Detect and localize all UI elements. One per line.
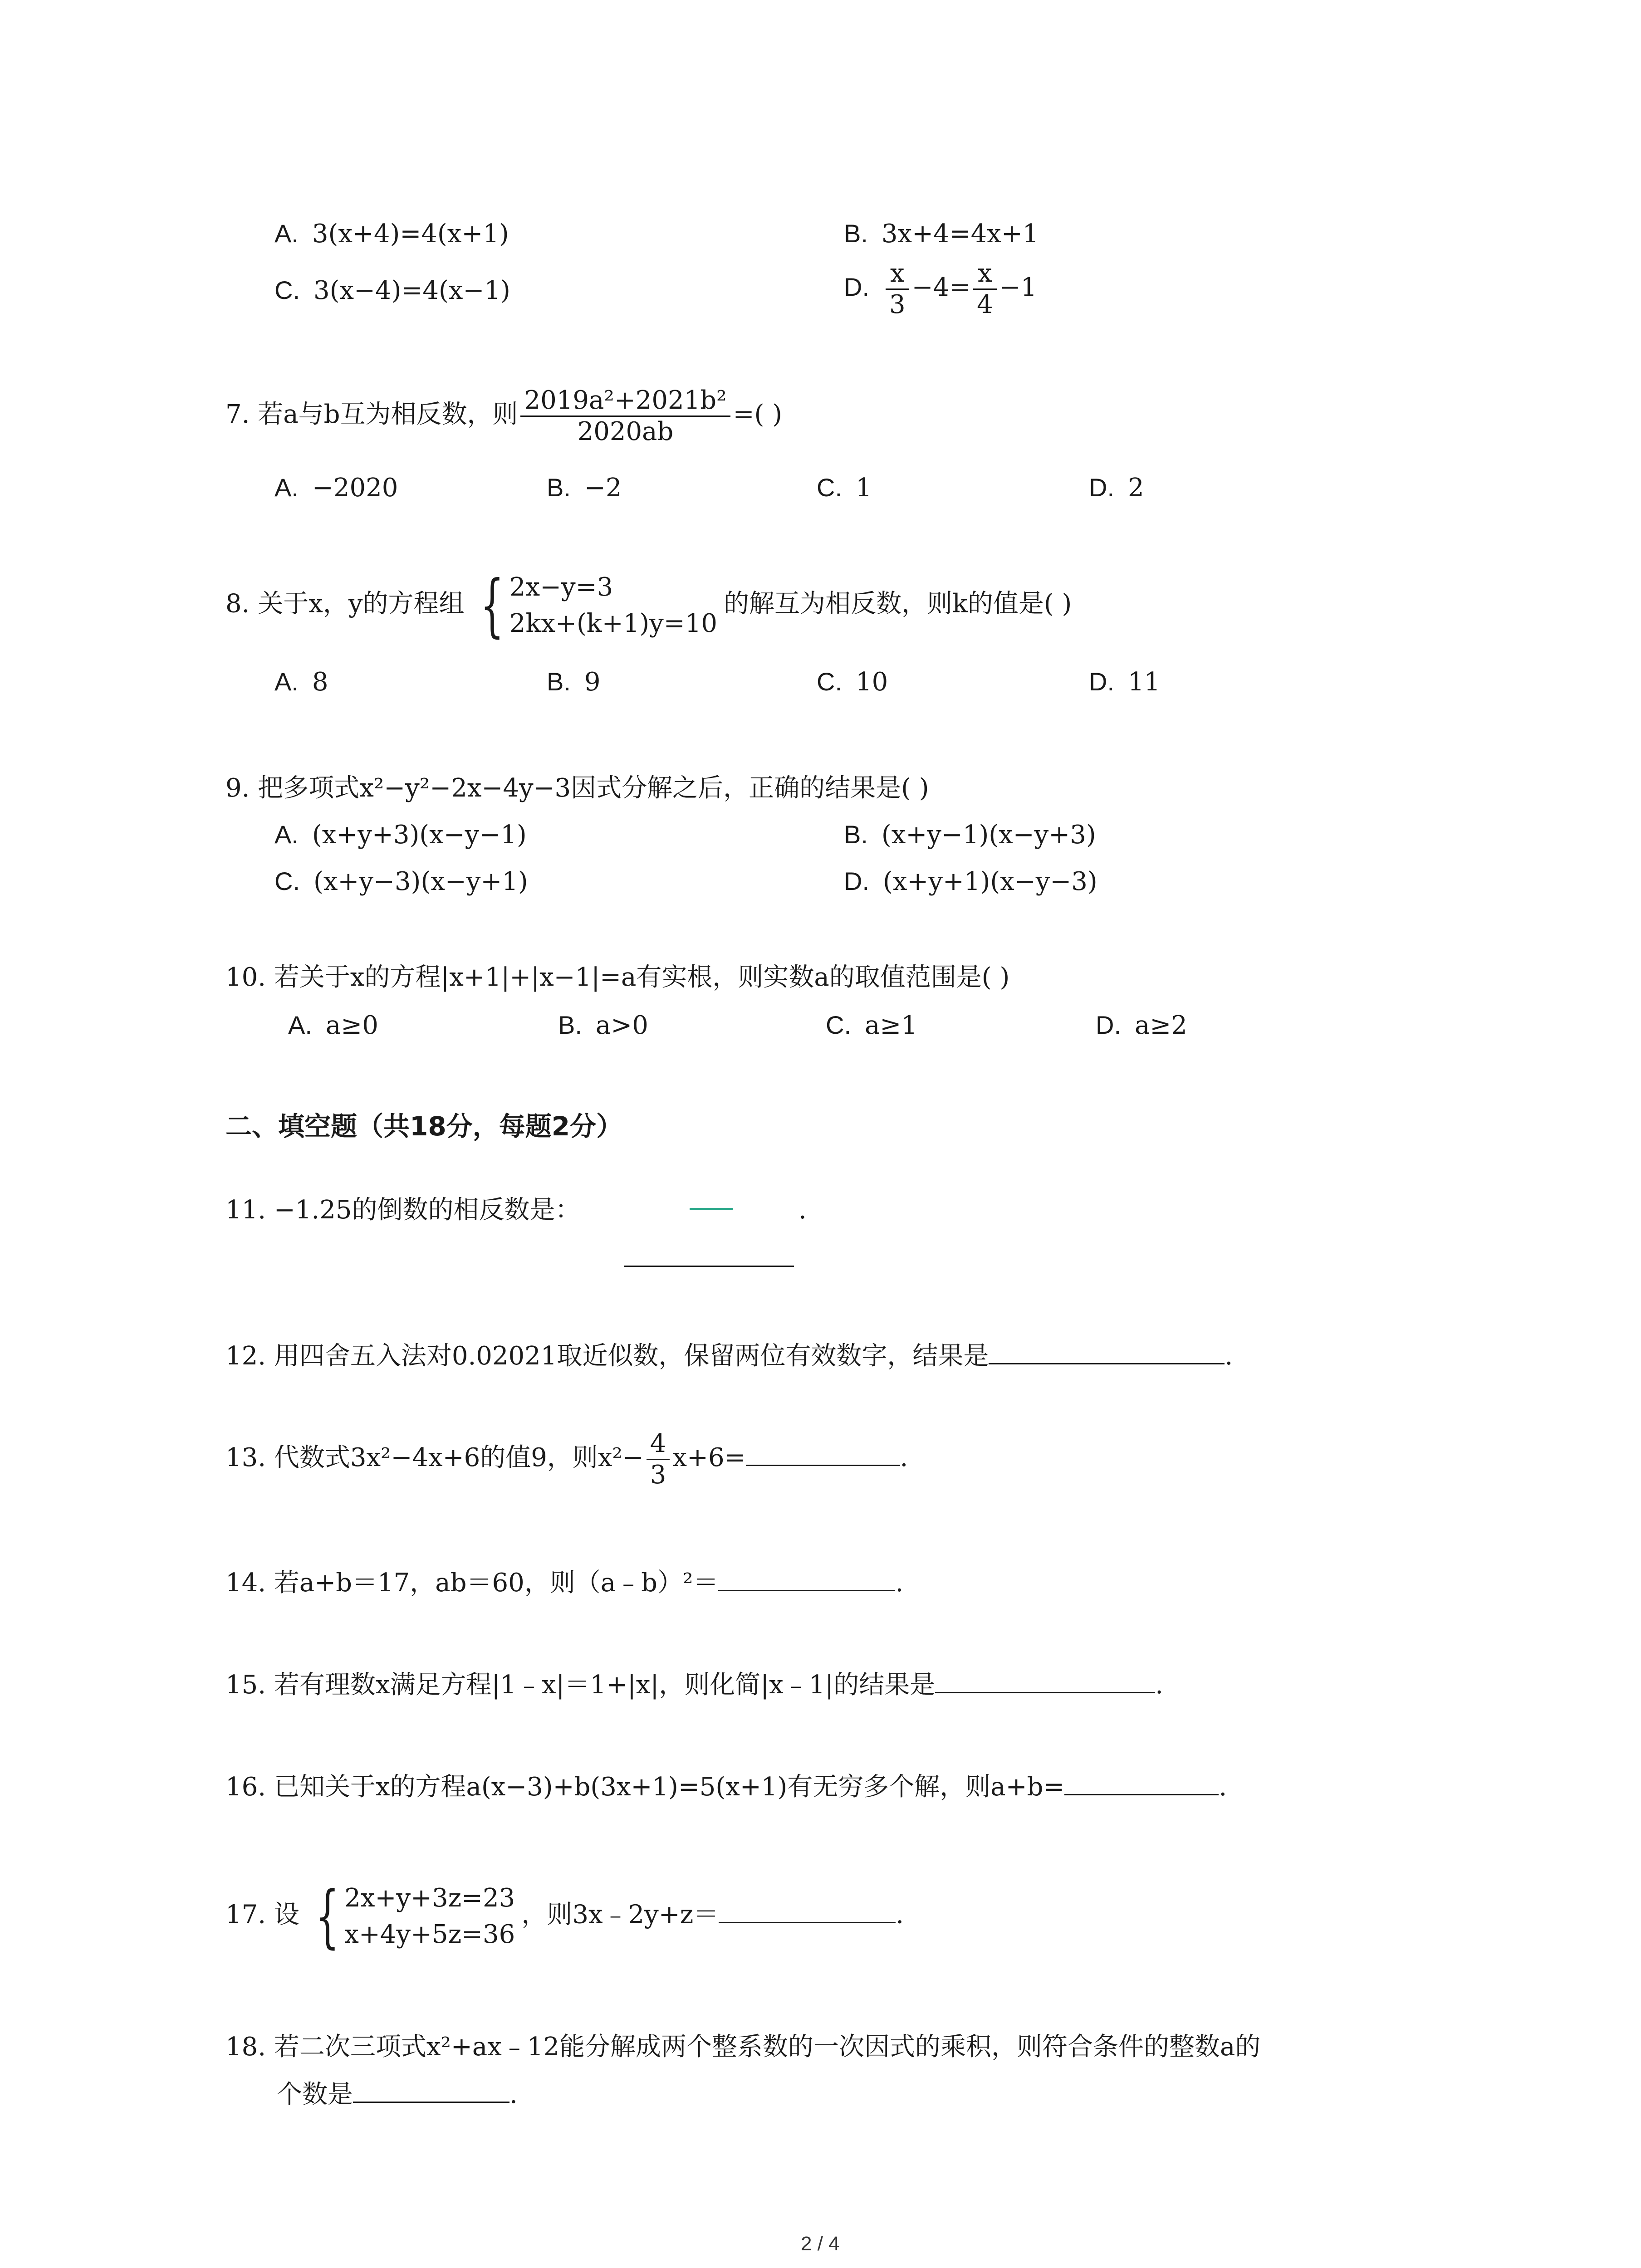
option-label: C. (274, 276, 300, 304)
equation-system: { 2x−y=3 2kx+(k+1)y=10 (480, 566, 717, 645)
q16-stem: 16. 已知关于x的方程a(x−3)+b(3x+1)=5(x+1)有无穷多个解，则a+b= . (225, 1772, 1227, 1802)
q9-stem: 9. 把多项式x²−y²−2x−4y−3因式分解之后，正确的结果是( ) (225, 773, 929, 803)
q8-option-d[interactable]: D. 11 (1089, 667, 1161, 697)
q8-option-b[interactable]: B. 9 (547, 667, 601, 697)
option-label: A. (274, 219, 299, 248)
q10-option-b[interactable]: B. a>0 (558, 1011, 648, 1040)
q10-stem: 10. 若关于x的方程|x+1|+|x−1|=a有实根，则实数a的取值范围是( ) (225, 963, 1010, 992)
q15-answer-blank[interactable] (935, 1669, 1155, 1693)
equation-system: { 2x+y+3z=23 x+4y+5z=36 (315, 1877, 515, 1956)
q11-end: . (798, 1195, 807, 1225)
q6-option-c[interactable] (274, 274, 510, 307)
q13-stem: 13. 代数式3x²−4x+6的值9，则x²− $\frac{4}{3}$ x+6= . (225, 1429, 908, 1490)
option-label: D. (844, 273, 869, 301)
q10-option-a[interactable]: A. a≥0 (288, 1011, 378, 1040)
q6-option-d[interactable]: D. $\frac{x}{3}$ −4= $\frac{x}{4}$ −1 (844, 259, 1037, 319)
option-text: 3(x−4)=4(x−1) (314, 276, 510, 305)
q14-answer-blank[interactable] (718, 1567, 895, 1591)
q18-stem-line1: 18. 若二次三项式x²+ax﹣12能分解成两个整系数的一次因式的乘积，则符合条件的整数a的 (225, 2032, 1261, 2062)
q9-option-c[interactable]: C. (x+y−3)(x−y+1) (274, 867, 528, 896)
answer-dash (690, 1208, 733, 1210)
section-heading: 二、填空题（共18分，每题2分） (225, 1111, 623, 1142)
q11-stem: 11. −1.25的倒数的相反数是： (225, 1195, 581, 1225)
q7-option-d[interactable]: D. 2 (1089, 473, 1144, 503)
fraction: $\frac{\text{2019a²+2021b²}}{2020ab}$ (520, 386, 730, 447)
fraction: $\frac{x}{4}$ (973, 259, 997, 320)
q7-option-b[interactable]: B. −2 (547, 473, 622, 503)
q10-option-c[interactable]: C. a≥1 (826, 1011, 917, 1040)
q12-answer-blank[interactable] (989, 1340, 1225, 1364)
q7-stem: 7. 若a与b互为相反数，则 $\frac{\text{2019a²+2021b²}}{2020ab}$ =( ) (225, 386, 782, 446)
q17-answer-blank[interactable] (719, 1899, 896, 1923)
q7-option-a[interactable]: A. −2020 (274, 473, 398, 503)
q6-option-a[interactable] (274, 218, 509, 250)
q8-option-a[interactable]: A. 8 (274, 667, 328, 697)
fraction: $\frac{x}{3}$ (886, 259, 909, 320)
q7-option-c[interactable]: C. 1 (817, 473, 872, 503)
q16-answer-blank[interactable] (1064, 1771, 1219, 1795)
option-text: 3(x+4)=4(x+1) (312, 219, 509, 249)
q15-stem: 15. 若有理数x满足方程|1﹣x|＝1+|x|，则化简|x﹣1|的结果是 . (225, 1670, 1164, 1700)
option-text: 3x+4=4x+1 (881, 219, 1039, 249)
q18-answer-blank[interactable] (353, 2079, 509, 2103)
page-number: 2 / 4 (801, 2233, 840, 2255)
q6-option-b[interactable] (844, 218, 1038, 250)
q17-stem: 17. 设 { 2x+y+3z=23 x+4y+5z=36 ，则3x﹣2y+z＝ . (225, 1877, 904, 1956)
q12-stem: 12. 用四舍五入法对0.02021取近似数，保留两位有效数字，结果是 . (225, 1341, 1233, 1371)
q9-option-b[interactable]: B. (x+y−1)(x−y+3) (844, 820, 1096, 850)
q18-stem-line2: 个数是 . (277, 2080, 518, 2109)
q14-stem: 14. 若a+b＝17，ab＝60，则（a﹣b）²＝ . (225, 1568, 904, 1598)
q9-option-d[interactable]: D. (x+y+1)(x−y−3) (844, 867, 1097, 896)
q8-option-c[interactable]: C. 10 (817, 667, 888, 697)
option-label: B. (844, 219, 868, 248)
q13-answer-blank[interactable] (746, 1442, 900, 1466)
q10-option-d[interactable]: D. a≥2 (1096, 1011, 1187, 1040)
q9-option-a[interactable]: A. (x+y+3)(x−y−1) (274, 820, 527, 850)
q8-stem: 8. 关于x，y的方程组 { 2x−y=3 2kx+(k+1)y=10 的解互为相反数，则k的值是( ) (225, 566, 1072, 645)
fraction: $\frac{4}{3}$ (647, 1429, 670, 1490)
q11-answer-blank[interactable] (624, 1243, 794, 1267)
